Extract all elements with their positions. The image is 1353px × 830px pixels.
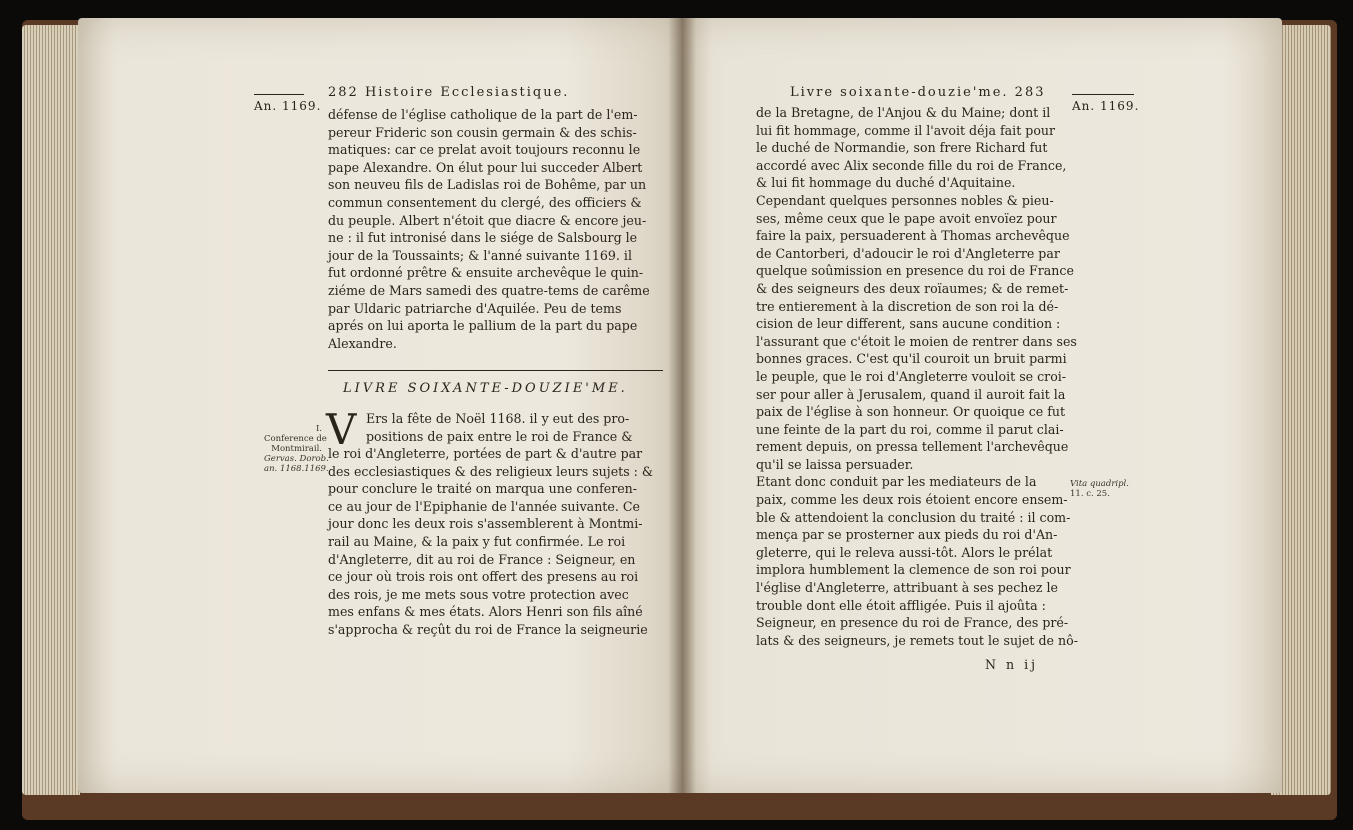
text-line: par Uldaric patriarche d'Aquilée. Peu de tems	[328, 300, 622, 316]
text-line: ble & attendoient la conclusion du traité : il com-	[756, 509, 1071, 525]
text-line: mes enfans & mes états. Alors Henri son fils aîné	[328, 604, 643, 620]
text-line: ce au jour de l'Epiphanie de l'année suivante. Ce	[328, 498, 640, 514]
text-line: paix, comme les deux rois étoient encore ensem-	[756, 492, 1068, 508]
text-line: Etant donc conduit par les mediateurs de la	[756, 474, 1037, 490]
text-line: s'approcha & reçût du roi de France la seigneurie	[328, 621, 648, 637]
margin-year-rule-left	[254, 94, 304, 95]
text-line: bonnes graces. C'est qu'il couroit un bruit parmi	[756, 351, 1067, 367]
text-line: Seigneur, en presence du roi de France, des pré-	[756, 615, 1069, 631]
text-line: défense de l'église catholique de la part de l'em-	[328, 107, 638, 122]
text-line: Ers la fête de Noël 1168. il y eut des pro-	[366, 411, 630, 426]
text-line: l'assurant que c'étoit le moien de rentrer dans ses	[756, 333, 1077, 349]
section-title: LIVRE SOIXANTE-DOUZIE'ME.	[343, 381, 628, 396]
text-line: pour conclure le traité on marqua une conferen-	[328, 481, 638, 497]
text-line: son neuveu fils de Ladislas roi de Bohême, par un	[328, 177, 647, 193]
marginal-note-line: Conference de	[264, 434, 327, 444]
margin-year-right: An. 1169.	[1072, 99, 1140, 113]
text-line: gleterre, qui le releva aussi-tôt. Alors le prélat	[756, 544, 1053, 560]
text-line: faire la paix, persuaderent à Thomas archevêque	[756, 228, 1070, 244]
text-line: lui fit hommage, comme il l'avoit déja fait pour	[756, 122, 1056, 138]
text-line: des rois, je me mets sous votre protection avec	[328, 586, 629, 602]
left-page-edges	[22, 25, 80, 795]
margin-year-left: An. 1169.	[254, 99, 322, 113]
text-line: d'Angleterre, dit au roi de France : Seigneur, en	[328, 551, 636, 567]
signature-mark: N n ij	[985, 657, 1039, 672]
text-line: quelque soûmission en presence du roi de France	[756, 263, 1074, 279]
running-header-left: 282 Histoire Ecclesiastique.	[328, 85, 570, 100]
text-line: de la Bretagne, de l'Anjou & du Maine; dont il	[756, 105, 1051, 120]
marginal-note-line: I.	[315, 424, 322, 434]
marginal-note-line: an. 1168.1169.	[264, 464, 329, 474]
text-line: tre entierement à la discretion de son roi la dé-	[756, 298, 1059, 314]
text-line: jour de la Toussaints; & l'anné suivante 1169. il	[328, 247, 632, 263]
text-line: paix de l'église à son honneur. Or quoique ce fut	[756, 404, 1066, 420]
text-line: rement depuis, on pressa tellement l'archevêque	[756, 439, 1069, 455]
marginal-note-line: 11. c. 25.	[1070, 489, 1110, 499]
text-line: & des seigneurs des deux roïaumes; & de remet-	[756, 280, 1069, 296]
text-line: le peuple, que le roi d'Angleterre vouloit se croi-	[756, 368, 1067, 384]
margin-year-rule-right	[1072, 94, 1134, 95]
text-line: aprés on lui aporta le pallium de la part du pape	[328, 318, 638, 334]
book-gutter	[668, 18, 696, 793]
text-line: de Cantorberi, d'adoucir le roi d'Angleterre par	[756, 245, 1060, 261]
text-line: lats & des seigneurs, je remets tout le sujet de nô-	[756, 632, 1078, 648]
text-line: trouble dont elle étoit affligée. Puis il ajoûta :	[756, 597, 1046, 613]
text-line: fut ordonné prêtre & ensuite archevêque le quin-	[328, 265, 644, 281]
text-line: ziéme de Mars samedi des quatre-tems de carême	[328, 282, 650, 298]
text-line: le duché de Normandie, son frere Richard fut	[756, 140, 1048, 156]
text-line: des ecclesiastiques & des religieux leurs sujets : &	[328, 463, 654, 479]
right-page-text	[756, 104, 1078, 649]
running-header-right: Livre soixante-douzie'me. 283	[790, 85, 1046, 100]
text-line: commun consentement du clergé, des officiers &	[328, 194, 642, 210]
left-page-text	[328, 106, 650, 352]
marginal-note-right	[1070, 479, 1129, 499]
text-line: accordé avec Alix seconde fille du roi de France,	[756, 157, 1067, 173]
text-line: le roi d'Angleterre, portées de part & d'autre par	[328, 446, 643, 461]
text-line: Alexandre.	[328, 335, 397, 351]
section-text-first-lines	[366, 410, 632, 445]
drop-cap: V	[326, 405, 357, 454]
section-text	[328, 445, 653, 639]
text-line: mença par se prosterner aux pieds du roi d'An-	[756, 527, 1058, 543]
text-line: pereur Frideric son cousin germain & des schis-	[328, 124, 637, 140]
text-line: ce jour où trois rois ont offert des presens au roi	[328, 569, 639, 585]
text-line: matiques: car ce prelat avoit toujours reconnu le	[328, 142, 641, 158]
text-line: du peuple. Albert n'étoit que diacre & encore jeu-	[328, 212, 647, 228]
text-line: une feinte de la part du roi, comme il parut clai-	[756, 421, 1064, 437]
marginal-note-line: Vita quadripl.	[1070, 479, 1129, 489]
section-divider-rule	[328, 370, 663, 371]
marginal-note-line: Gervas. Dorob.	[264, 454, 329, 464]
text-line: jour donc les deux rois s'assemblerent à Montmi-	[328, 516, 643, 532]
text-line: positions de paix entre le roi de France &	[366, 428, 633, 444]
text-line: cision de leur different, sans aucune condition :	[756, 316, 1061, 332]
marginal-note-line: Montmirail.	[271, 444, 322, 454]
text-line: & lui fit hommage du duché d'Aquitaine.	[756, 175, 1016, 191]
text-line: ne : il fut intronisé dans le siége de Salsbourg le	[328, 230, 638, 246]
text-line: ses, même ceux que le pape avoit envoïez pour	[756, 210, 1057, 226]
text-line: qu'il se laissa persuader.	[756, 456, 914, 472]
text-line: pape Alexandre. On élut pour lui succeder Albert	[328, 159, 643, 175]
text-line: ser pour aller à Jerusalem, quand il auroit fait la	[756, 386, 1066, 402]
text-line: l'église d'Angleterre, attribuant à ses pechez le	[756, 580, 1058, 596]
text-line: rail au Maine, & la paix y fut confirmée. Le roi	[328, 533, 626, 549]
marginal-note-left	[264, 424, 329, 474]
text-line: implora humblement la clemence de son roi pour	[756, 562, 1071, 578]
text-line: Cependant quelques personnes nobles & pieu-	[756, 192, 1054, 208]
